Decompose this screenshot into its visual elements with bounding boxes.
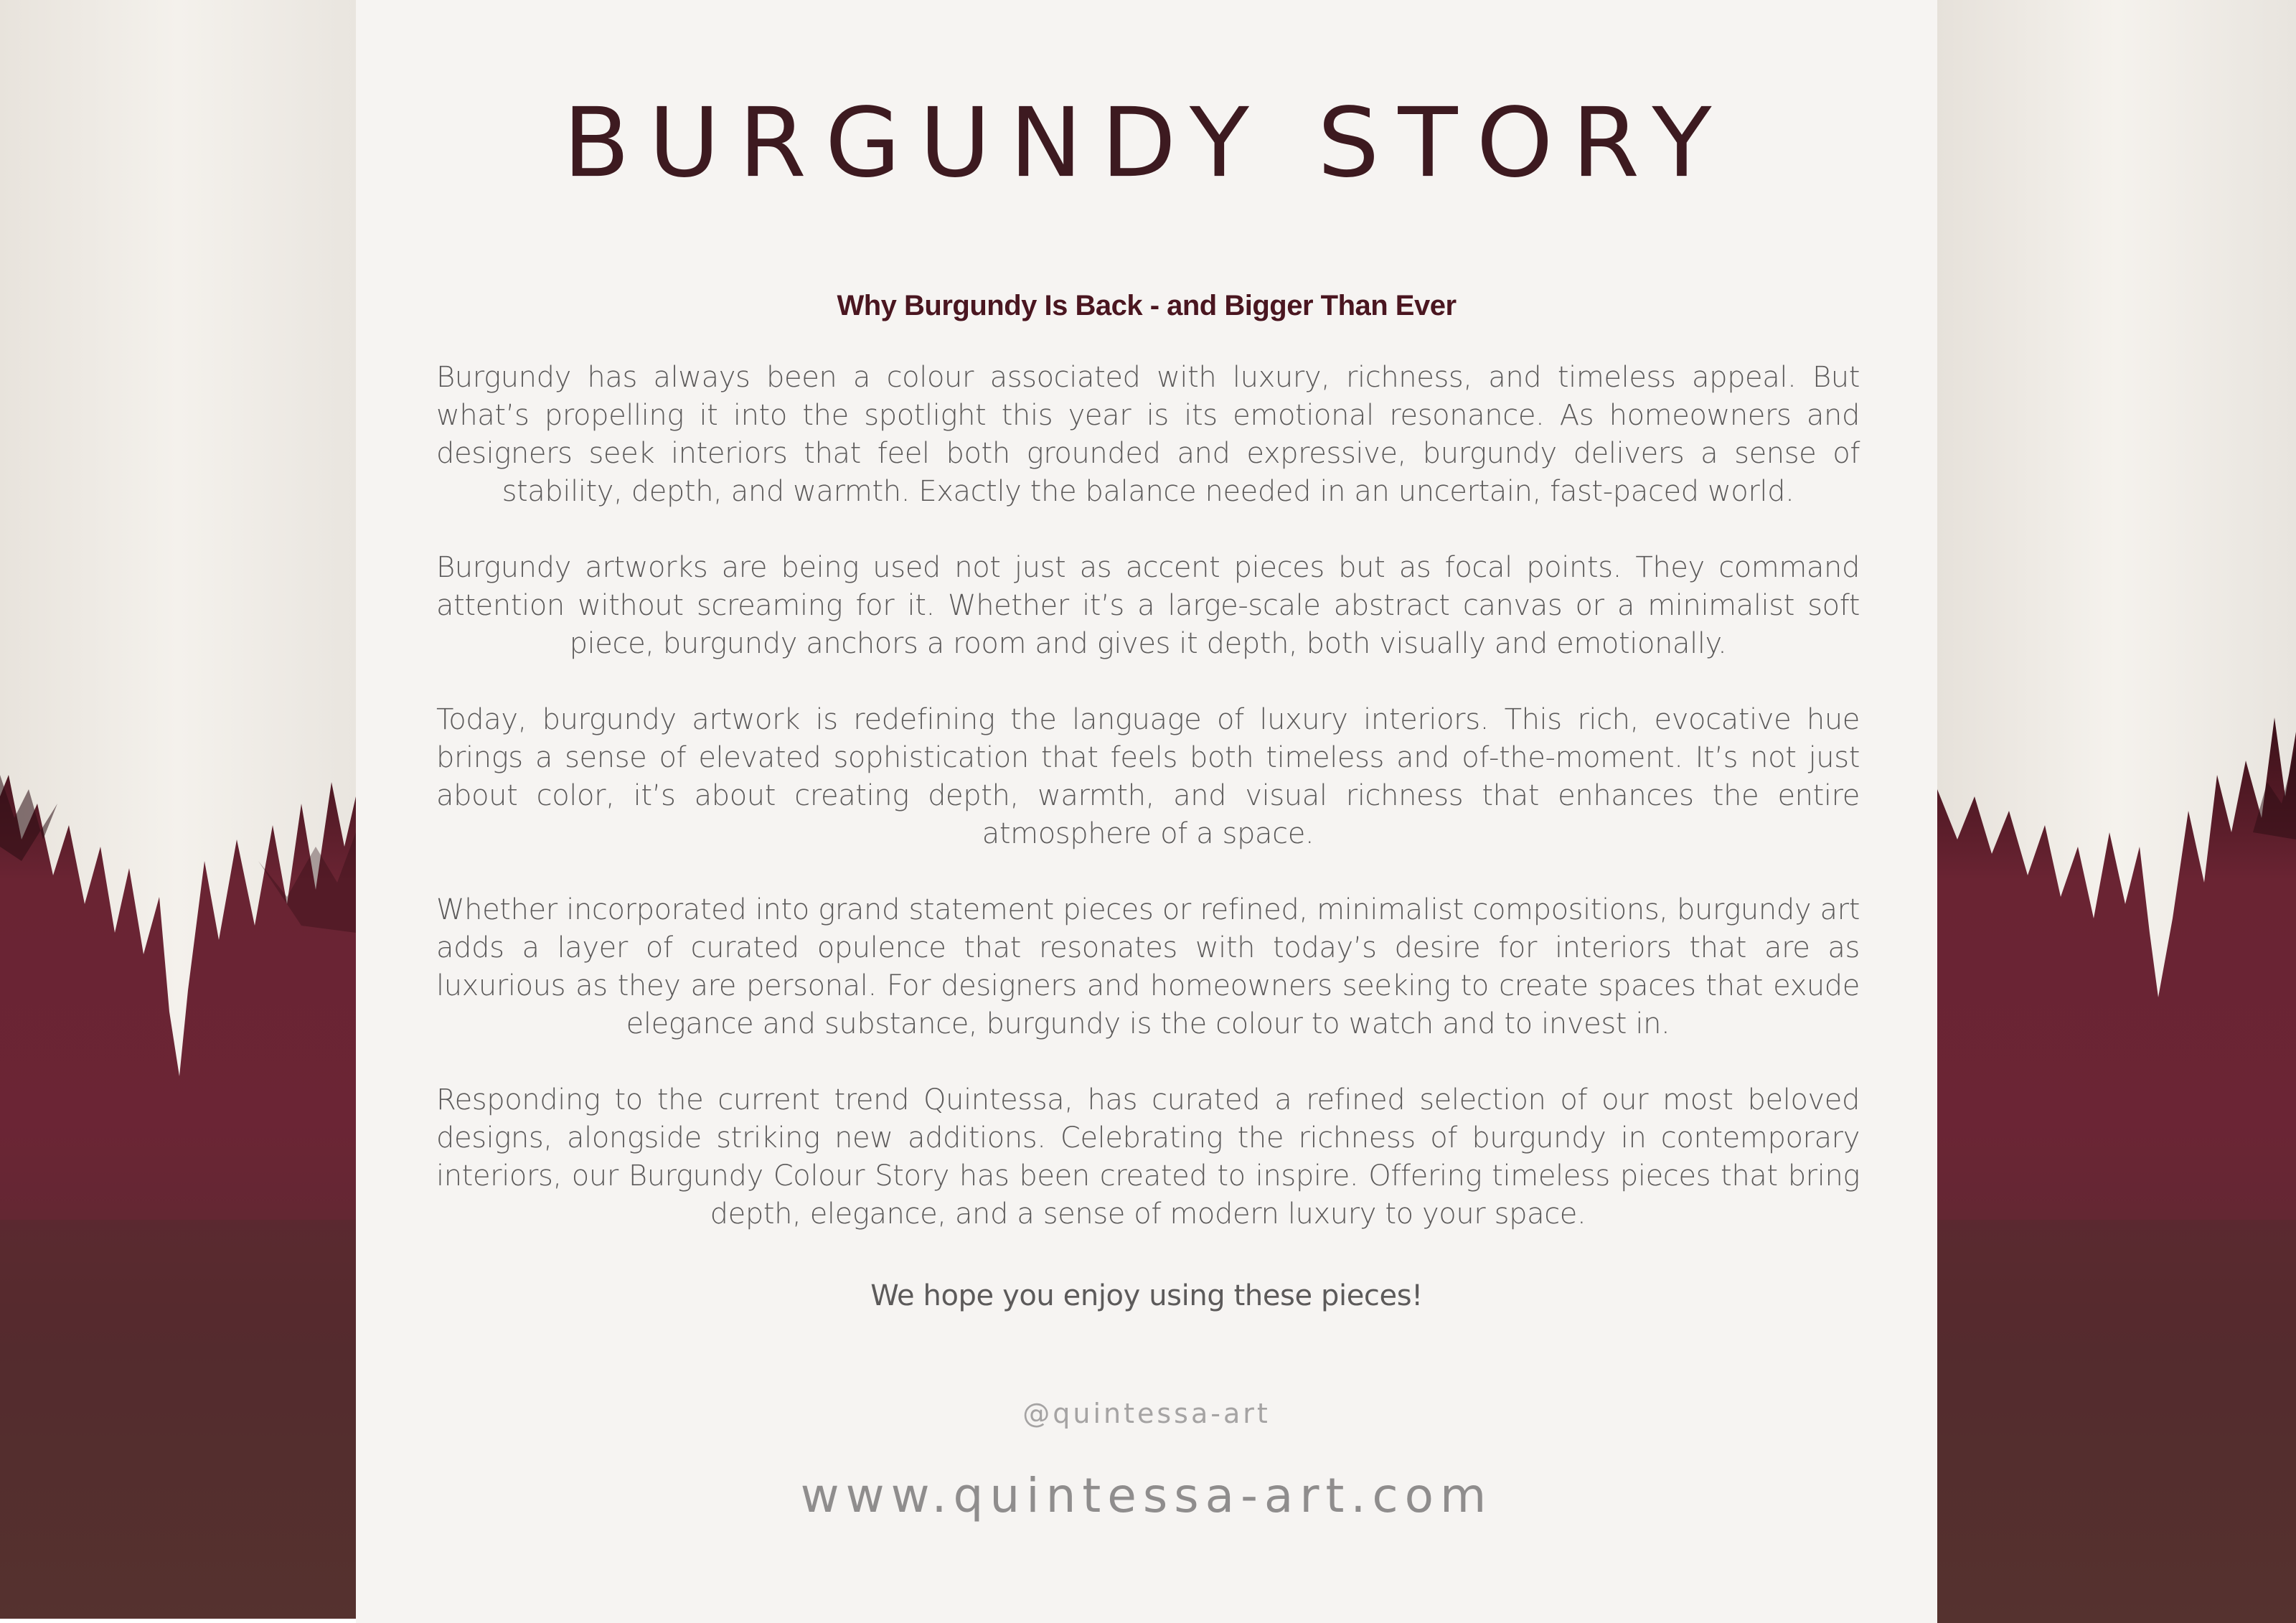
section-subtitle: Why Burgundy Is Back - and Bigger Than Ever	[837, 290, 1457, 321]
paragraph: Responding to the current trend Quintessa, has curated a refined selection of our most beloved designs, alongside striking new additions. Celebrating the richness of burgundy in contemporary interiors, our Burgundy Colour Story has been created to inspire. Offering timeless pieces that bring depth, elegance, and a sense of modern luxury to your space.	[436, 1083, 1860, 1231]
website-link[interactable]: www.quintessa-art.com	[800, 1468, 1493, 1523]
closing-line: We hope you enjoy using these pieces!	[870, 1279, 1423, 1312]
right-artwork-image	[1937, 0, 2296, 1623]
left-artwork-panel	[0, 0, 356, 1623]
paragraph: Today, burgundy artwork is redefining the language of luxury interiors. This rich, evocative hue brings a sense of elevated sophistication that feels both timeless and of-the-moment. It’s not just about color, it’s about creating depth, warmth, and visual richness that enhances the entire atmosphere of a space.	[436, 703, 1860, 850]
social-handle: @quintessa-art	[1022, 1398, 1271, 1429]
article-body	[436, 359, 1860, 1271]
content-panel	[356, 0, 1937, 1623]
left-artwork-image	[0, 0, 356, 1623]
paragraph: Whether incorporated into grand statement pieces or refined, minimalist compositions, burgundy art adds a layer of curated opulence that resonates with today’s desire for interiors that are as luxurious as they are personal. For designers and homeowners seeking to create spaces that exude elegance and substance, burgundy is the colour to watch and to invest in.	[436, 893, 1860, 1040]
paragraph: Burgundy artworks are being used not just as accent pieces but as focal points. They command attention without screaming for it. Whether it’s a large-scale abstract canvas or a minimalist soft piece, burgundy anchors a room and gives it depth, both visually and emotionally.	[436, 551, 1860, 660]
paragraph: Burgundy has always been a colour associated with luxury, richness, and timeless appeal. But what’s propelling it into the spotlight this year is its emotional resonance. As homeowners and designers seek interiors that feel both grounded and expressive, burgundy delivers a sense of stability, depth, and warmth. Exactly the balance needed in an uncertain, fast-paced world.	[436, 361, 1860, 508]
page-title: BURGUNDY STORY	[563, 88, 1731, 199]
right-artwork-panel	[1937, 0, 2296, 1623]
